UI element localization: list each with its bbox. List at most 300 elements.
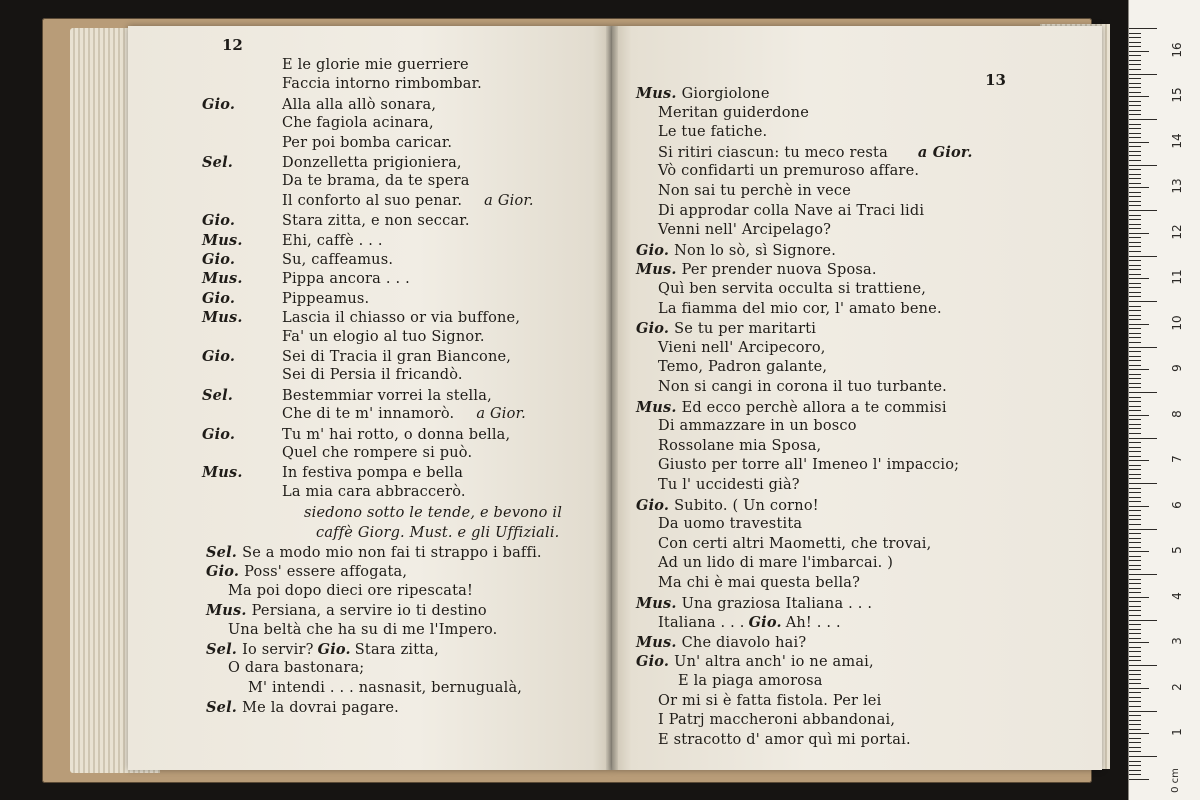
ruler-tick xyxy=(1129,51,1149,52)
ruler-tick xyxy=(1129,342,1141,343)
ruler-number: 6 xyxy=(1170,500,1184,509)
ruler-number: 1 xyxy=(1170,728,1184,737)
ruler-tick xyxy=(1129,447,1141,448)
ruler-tick xyxy=(1129,333,1141,334)
ruler-tick xyxy=(1129,328,1141,329)
measuring-ruler xyxy=(1128,0,1200,800)
verse-text: Tu m' hai rotto, o donna bella, xyxy=(282,426,511,443)
text-line xyxy=(658,476,800,495)
text-line xyxy=(636,84,770,104)
verse-text: Subito. ( Un corno! xyxy=(674,497,819,514)
ruler-tick xyxy=(1129,438,1157,439)
verse-text: Il conforto al suo penar. xyxy=(282,192,463,209)
ruler-tick xyxy=(1129,724,1141,725)
text-line xyxy=(636,652,874,672)
ruler-unit-label: 0 cm xyxy=(1169,768,1181,793)
ruler-tick xyxy=(1129,665,1157,666)
ruler-tick xyxy=(1129,670,1141,671)
ruler-tick xyxy=(1129,679,1141,680)
text-line xyxy=(228,659,364,678)
ruler-tick xyxy=(1129,556,1141,557)
ruler-tick xyxy=(1129,569,1141,570)
text-line xyxy=(636,319,816,339)
verse-text: Meritan guiderdone xyxy=(658,104,810,121)
ruler-tick xyxy=(1129,565,1141,566)
verse-text: Che di te m' innamorò. xyxy=(282,406,455,423)
ruler-tick xyxy=(1129,383,1141,384)
ruler-tick xyxy=(1129,28,1157,29)
text-line xyxy=(658,162,919,181)
verse-text: Un' altra anch' io ne amai, xyxy=(674,654,874,671)
ruler-tick xyxy=(1129,260,1141,261)
verse-text: Non lo sò, sì Signore. xyxy=(674,242,837,259)
ruler-tick xyxy=(1129,374,1141,375)
text-line xyxy=(658,123,767,142)
verse-text: Non sai tu perchè in vece xyxy=(658,183,851,199)
ruler-tick xyxy=(1129,160,1141,161)
verse-text: Da uomo travestita xyxy=(658,516,803,533)
aside-direction: a Gior. xyxy=(917,143,973,161)
ruler-tick xyxy=(1129,433,1141,434)
ruler-tick xyxy=(1129,306,1141,307)
text-line xyxy=(636,496,819,516)
text-line xyxy=(658,378,947,397)
speaker-label: Mus. xyxy=(636,633,677,651)
text-line xyxy=(658,711,895,730)
stage-direction: caffè Giorg. Must. e gli Uffiziali. xyxy=(316,524,560,541)
verse-text: Si ritiri ciascun: tu meco resta xyxy=(658,144,888,161)
ruler-tick xyxy=(1129,87,1141,88)
ruler-number: 4 xyxy=(1170,591,1184,600)
ruler-tick xyxy=(1129,515,1141,516)
ruler-tick xyxy=(1129,137,1141,138)
text-line xyxy=(658,143,973,163)
ruler-number: 10 xyxy=(1170,315,1184,331)
ruler-number: 14 xyxy=(1170,133,1184,149)
ruler-tick xyxy=(1129,133,1141,134)
text-line xyxy=(206,640,439,660)
speaker-label: Mus. xyxy=(206,602,247,620)
ruler-tick xyxy=(1129,246,1141,247)
ruler-tick xyxy=(1129,615,1141,616)
aside-direction: a Gior. xyxy=(484,192,534,209)
text-line xyxy=(658,104,809,123)
ruler-tick xyxy=(1129,642,1149,643)
ruler-tick xyxy=(1129,324,1149,325)
text-line xyxy=(658,692,881,711)
verse-text: Le tue fatiche. xyxy=(658,124,768,141)
speaker-label: Mus. xyxy=(202,309,243,327)
left-page xyxy=(128,26,612,770)
text-line xyxy=(658,280,926,299)
ruler-tick xyxy=(1129,46,1141,47)
verse-text: Stara zitta, e non seccar. xyxy=(282,213,470,230)
ruler-tick xyxy=(1129,96,1149,97)
ruler-tick xyxy=(1129,151,1141,152)
ruler-tick xyxy=(1129,369,1149,370)
speaker-label: Gio. xyxy=(636,320,670,338)
ruler-tick xyxy=(1129,410,1141,411)
text-line xyxy=(202,463,463,483)
ruler-tick xyxy=(1129,201,1141,202)
right-page xyxy=(612,26,1102,770)
verse-text: Per poi bomba caricar. xyxy=(282,134,453,151)
ruler-tick xyxy=(1129,101,1141,102)
text-line xyxy=(202,153,462,173)
ruler-tick xyxy=(1129,178,1141,179)
ruler-tick xyxy=(1129,274,1141,275)
page-number-left: 12 xyxy=(222,36,243,54)
speaker-label: Sel. xyxy=(206,699,238,717)
speaker-label: Gio. xyxy=(636,653,670,671)
speaker-label: Mus. xyxy=(636,261,677,279)
ruler-tick xyxy=(1129,465,1141,466)
ruler-tick xyxy=(1129,265,1141,266)
ruler-tick xyxy=(1129,174,1141,175)
ruler-tick xyxy=(1129,761,1141,762)
text-line xyxy=(636,633,806,653)
text-line xyxy=(228,621,497,640)
text-line xyxy=(202,192,534,211)
ruler-tick xyxy=(1129,283,1141,284)
ruler-tick xyxy=(1129,92,1141,93)
ruler-tick xyxy=(1129,60,1141,61)
ruler-tick xyxy=(1129,419,1141,420)
ruler-tick xyxy=(1129,551,1149,552)
ruler-number: 8 xyxy=(1170,409,1184,418)
verse-text: Italiana . . . xyxy=(658,615,745,632)
verse-text: Quel che rompere si può. xyxy=(282,445,473,461)
ruler-tick xyxy=(1129,128,1141,129)
ruler-tick xyxy=(1129,529,1157,530)
ruler-tick xyxy=(1129,506,1149,507)
text-line xyxy=(202,231,383,251)
ruler-tick xyxy=(1129,242,1141,243)
ruler-tick xyxy=(1129,501,1141,502)
ruler-tick xyxy=(1129,119,1157,120)
verse-text: La fiamma del mio cor, l' amato bene. xyxy=(658,300,942,317)
ruler-tick xyxy=(1129,387,1141,388)
ruler-tick xyxy=(1129,692,1141,693)
speaker-label: Gio. xyxy=(748,614,782,632)
ruler-tick xyxy=(1129,624,1141,625)
ruler-tick xyxy=(1129,105,1141,106)
text-line xyxy=(206,543,542,563)
verse-text: Quì ben servita occulta si trattiene, xyxy=(658,281,927,297)
ruler-tick xyxy=(1129,442,1141,443)
speaker-label: Mus. xyxy=(202,231,243,249)
ruler-tick xyxy=(1129,392,1157,393)
text-line xyxy=(202,269,410,289)
ruler-number: 15 xyxy=(1170,87,1184,103)
verse-text: E la piaga amorosa xyxy=(678,673,823,689)
verse-text: M' intendi . . . nasnasit, bernugualà, xyxy=(248,679,523,696)
text-line xyxy=(658,456,959,475)
ruler-tick xyxy=(1129,215,1141,216)
ruler-tick xyxy=(1129,720,1141,721)
ruler-tick xyxy=(1129,78,1141,79)
ruler-tick xyxy=(1129,146,1141,147)
ruler-tick xyxy=(1129,142,1149,143)
verse-text: Di ammazzare in un bosco xyxy=(658,418,857,435)
text-line xyxy=(658,535,931,554)
verse-text: Con certi altri Maometti, che trovai, xyxy=(658,535,932,552)
text-line xyxy=(202,483,466,502)
speaker-label: Gio. xyxy=(636,241,670,259)
ruler-tick xyxy=(1129,183,1141,184)
verse-text: Rossolane mia Sposa, xyxy=(658,437,822,454)
verse-text: Ehi, caffè . . . xyxy=(282,232,383,249)
ruler-tick xyxy=(1129,428,1141,429)
ruler-tick xyxy=(1129,205,1141,206)
text-line xyxy=(658,339,826,358)
speaker-label: Mus. xyxy=(636,594,677,612)
speaker-label: Gio. xyxy=(202,251,236,268)
text-line xyxy=(658,515,802,534)
ruler-tick xyxy=(1129,360,1141,361)
text-line xyxy=(658,182,851,201)
ruler-number: 13 xyxy=(1170,178,1184,194)
ruler-tick xyxy=(1129,187,1149,188)
verse-text: Su, caffeamus. xyxy=(282,252,394,268)
text-line xyxy=(248,679,522,698)
stage-direction: siedono sotto le tende, e bevono il xyxy=(304,505,563,522)
speaker-label: Mus. xyxy=(202,270,243,288)
speaker-label: Gio. xyxy=(317,641,351,658)
verse-text: Di approdar colla Nave ai Traci lidi xyxy=(658,202,925,219)
ruler-tick xyxy=(1129,519,1141,520)
ruler-number: 2 xyxy=(1170,682,1184,691)
verse-text: Venni nell' Arcipelago? xyxy=(658,222,832,239)
speaker-label: Mus. xyxy=(636,398,677,416)
ruler-tick xyxy=(1129,751,1141,752)
ruler-tick xyxy=(1129,647,1141,648)
speaker-label: Gio. xyxy=(206,563,240,581)
ruler-tick xyxy=(1129,251,1141,252)
ruler-tick xyxy=(1129,574,1157,575)
book-gutter xyxy=(606,26,618,770)
verse-text: Una beltà che ha su di me l'Impero. xyxy=(228,621,498,638)
ruler-tick xyxy=(1129,233,1149,234)
ruler-tick xyxy=(1129,64,1141,65)
verse-text: Fa' un elogio al tuo Signor. xyxy=(282,328,485,345)
verse-text: Donzelletta prigioniera, xyxy=(282,155,462,171)
ruler-tick xyxy=(1129,292,1141,293)
text-line xyxy=(658,437,821,456)
ruler-tick xyxy=(1129,228,1141,229)
ruler-tick xyxy=(1129,33,1141,34)
ruler-tick xyxy=(1129,337,1141,338)
ruler-tick xyxy=(1129,210,1157,211)
ruler-tick xyxy=(1129,747,1141,748)
ruler-tick xyxy=(1129,660,1141,661)
verse-text: Io servir? xyxy=(242,642,314,658)
ruler-number: 11 xyxy=(1170,269,1184,285)
ruler-tick xyxy=(1129,597,1149,598)
ruler-tick xyxy=(1129,592,1141,593)
speaker-label: Gio. xyxy=(202,348,236,365)
ruler-number: 7 xyxy=(1170,455,1184,464)
ruler-tick xyxy=(1129,638,1141,639)
ruler-tick xyxy=(1129,287,1141,288)
ruler-tick xyxy=(1129,83,1141,84)
text-line xyxy=(202,425,510,445)
ruler-tick xyxy=(1129,365,1141,366)
ruler-tick xyxy=(1129,165,1157,166)
verse-text: Faccia intorno rimbombar. xyxy=(282,76,482,93)
ruler-tick xyxy=(1129,774,1141,775)
ruler-tick xyxy=(1129,378,1141,379)
text-line xyxy=(202,250,393,270)
ruler-tick xyxy=(1129,588,1141,589)
speaker-label: Sel. xyxy=(206,641,238,658)
verse-text: Sei di Tracia il gran Biancone, xyxy=(282,349,512,365)
ruler-tick xyxy=(1129,219,1141,220)
ruler-tick xyxy=(1129,74,1157,75)
verse-text: Una graziosa Italiana . . . xyxy=(681,595,873,612)
ruler-tick xyxy=(1129,315,1141,316)
text-line xyxy=(658,221,831,240)
verse-text: Giusto per torre all' Imeneo l' impaccio; xyxy=(658,457,960,474)
ruler-tick xyxy=(1129,474,1141,475)
speaker-label: Mus. xyxy=(636,85,677,102)
ruler-tick xyxy=(1129,688,1149,689)
verse-text: O dara bastonara; xyxy=(228,660,365,677)
ruler-tick xyxy=(1129,155,1141,156)
ruler-tick xyxy=(1129,310,1141,311)
ruler-tick xyxy=(1129,701,1141,702)
verse-text: Ed ecco perchè allora a te commisi xyxy=(681,399,947,416)
text-line xyxy=(202,75,482,94)
ruler-tick xyxy=(1129,451,1141,452)
ruler-tick xyxy=(1129,674,1141,675)
speaker-label: Gio. xyxy=(202,95,236,113)
verse-text: Tu l' uccidesti già? xyxy=(658,477,800,493)
ruler-tick xyxy=(1129,424,1141,425)
ruler-tick xyxy=(1129,729,1141,730)
verse-text: La mia cara abbraccerò. xyxy=(282,483,466,500)
ruler-tick xyxy=(1129,415,1149,416)
ruler-tick xyxy=(1129,69,1141,70)
text-line xyxy=(202,114,434,133)
ruler-tick xyxy=(1129,656,1141,657)
text-line xyxy=(658,202,924,221)
speaker-label: Gio. xyxy=(202,212,236,230)
ruler-tick xyxy=(1129,683,1141,684)
text-line xyxy=(658,613,841,633)
ruler-tick xyxy=(1129,460,1149,461)
text-line xyxy=(304,504,562,523)
verse-text: Alla alla allò sonara, xyxy=(282,96,437,113)
verse-text: E stracotto d' amor quì mi portai. xyxy=(658,731,911,748)
verse-text: I Patrj maccheroni abbandonai, xyxy=(658,712,896,729)
speaker-label: Sel. xyxy=(202,154,234,171)
page-number-right: 13 xyxy=(985,71,1006,89)
verse-text: E le glorie mie guerriere xyxy=(282,57,469,73)
ruler-tick xyxy=(1129,629,1141,630)
text-line xyxy=(658,300,942,319)
verse-text: Che diavolo hai? xyxy=(681,634,807,651)
text-line xyxy=(636,260,877,280)
text-line xyxy=(202,308,520,328)
ruler-number: 5 xyxy=(1170,546,1184,555)
ruler-tick xyxy=(1129,124,1141,125)
ruler-tick xyxy=(1129,478,1141,479)
ruler-tick xyxy=(1129,469,1141,470)
text-line xyxy=(202,95,436,115)
verse-text: Pippeamus. xyxy=(282,290,370,307)
ruler-number: 12 xyxy=(1170,224,1184,240)
text-line xyxy=(658,554,893,573)
verse-text: Che fagiola acinara, xyxy=(282,115,434,132)
text-line xyxy=(316,524,560,543)
speaker-label: Gio. xyxy=(202,425,236,443)
ruler-tick xyxy=(1129,483,1157,484)
text-line xyxy=(206,698,399,718)
ruler-tick xyxy=(1129,401,1141,402)
verse-text: Me la dovrai pagare. xyxy=(242,700,399,717)
ruler-tick xyxy=(1129,706,1141,707)
verse-text: Temo, Padron galante, xyxy=(658,359,828,376)
speaker-label: Gio. xyxy=(636,496,670,514)
ruler-tick xyxy=(1129,524,1141,525)
speaker-label: Mus. xyxy=(202,464,243,482)
ruler-tick xyxy=(1129,492,1141,493)
verse-text: Poss' essere affogata, xyxy=(244,564,408,581)
verse-text: Per prender nuova Sposa. xyxy=(681,262,877,279)
ruler-tick xyxy=(1129,697,1141,698)
text-line xyxy=(658,731,911,750)
ruler-tick xyxy=(1129,192,1141,193)
verse-text: Ma chi è mai questa bella? xyxy=(658,575,861,591)
ruler-tick xyxy=(1129,269,1141,270)
ruler-tick xyxy=(1129,296,1141,297)
text-line xyxy=(202,56,469,75)
verse-text: Sei di Persia il fricandò. xyxy=(282,367,463,384)
ruler-tick xyxy=(1129,601,1141,602)
ruler-tick xyxy=(1129,770,1141,771)
ruler-tick xyxy=(1129,110,1141,111)
ruler-number: 9 xyxy=(1170,364,1184,373)
ruler-tick xyxy=(1129,497,1141,498)
ruler-tick xyxy=(1129,651,1141,652)
ruler-tick xyxy=(1129,533,1141,534)
verse-text: Non si cangi in corona il tuo turbante. xyxy=(658,379,947,395)
ruler-tick xyxy=(1129,406,1141,407)
speaker-label: Sel. xyxy=(202,386,234,404)
ruler-tick xyxy=(1129,633,1141,634)
verse-text: Ah! . . . xyxy=(785,615,841,632)
ruler-tick xyxy=(1129,456,1141,457)
verse-text: Lascia il chiasso or via buffone, xyxy=(282,310,521,327)
ruler-tick xyxy=(1129,547,1141,548)
text-line xyxy=(202,134,452,153)
text-line xyxy=(202,366,463,385)
ruler-tick xyxy=(1129,278,1149,279)
ruler-tick xyxy=(1129,114,1141,115)
ruler-tick xyxy=(1129,397,1141,398)
ruler-tick xyxy=(1129,756,1157,757)
verse-text: Pippa ancora . . . xyxy=(282,271,410,288)
ruler-tick xyxy=(1129,583,1141,584)
verse-text: Vò confidarti un premuroso affare. xyxy=(658,163,920,180)
ruler-tick xyxy=(1129,742,1141,743)
ruler-tick xyxy=(1129,765,1141,766)
ruler-tick xyxy=(1129,237,1141,238)
text-line xyxy=(228,582,473,601)
ruler-tick xyxy=(1129,196,1141,197)
verse-text: In festiva pompa e bella xyxy=(282,465,464,482)
